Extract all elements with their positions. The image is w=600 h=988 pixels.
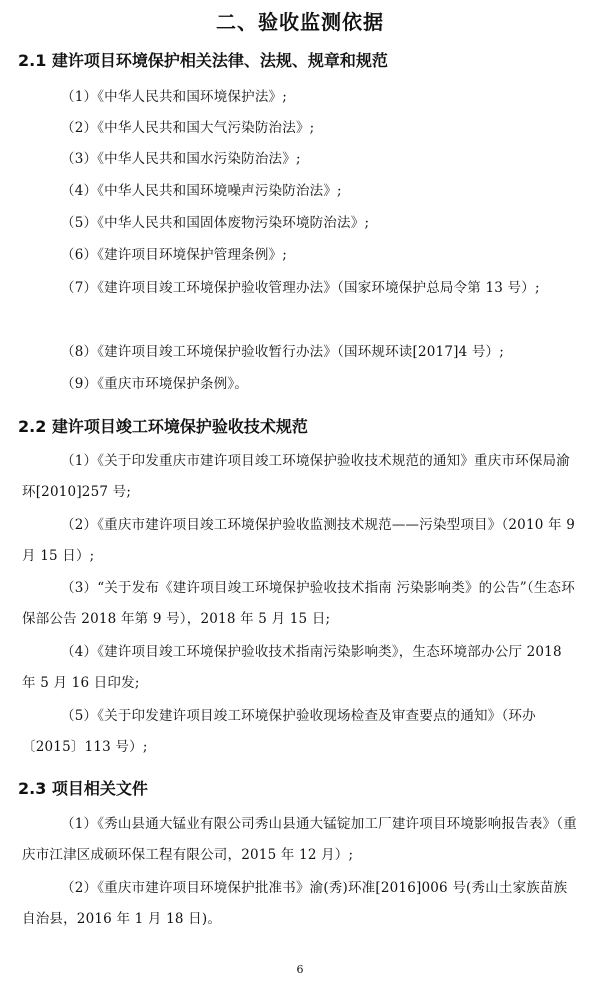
list-item: （4）《建许项目竣工环境保护验收技术指南污染影响类》，生态环境部办公厅 2018 年 5 月 16 日印发; xyxy=(22,644,562,691)
list-item: （1）《秀山县通大锰业有限公司秀山县通大锰锭加工厂建许项目环境影响报告表》（重庆市江津区成硕环保工程有限公司，2015 年 12 月）; xyxy=(22,816,577,863)
list-item: （5）《关于印发建许项目竣工环境保护验收现场检查及审查要点的通知》（环办〔2015〕113 号）; xyxy=(22,708,536,755)
section-heading-2-2: 2.2 建许项目竣工环境保护验收技术规范 xyxy=(18,417,308,436)
list-item: （6）《建许项目环境保护管理条例》; xyxy=(61,247,287,263)
list-item: （4）《中华人民共和国环境噪声污染防治法》; xyxy=(61,183,342,199)
list-item: （9）《重庆市环境保护条例》。 xyxy=(61,376,249,392)
list-item: （1）《中华人民共和国环境保护法》; xyxy=(61,89,287,105)
list-item: （5）《中华人民共和国固体废物污染环境防治法》; xyxy=(61,215,370,231)
section-heading-2-3: 2.3 项目相关文件 xyxy=(18,779,148,798)
list-item: （3）“关于发布《建许项目竣工环境保护验收技术指南 污染影响类》的公告”（生态环保部公告 2018 年第 9 号），2018 年 5 月 15 日; xyxy=(22,580,575,627)
list-item: （1）《关于印发重庆市建许项目竣工环境保护验收技术规范的通知》重庆市环保局渝环[2010]257 号; xyxy=(22,453,570,500)
page-number: 6 xyxy=(296,963,304,976)
list-item: （7）《建许项目竣工环境保护验收管理办法》（国家环境保护总局令第 13 号）; xyxy=(61,280,540,296)
list-item: （2）《中华人民共和国大气污染防治法》; xyxy=(61,120,315,136)
list-item: （3）《中华人民共和国水污染防治法》; xyxy=(61,151,301,167)
list-item: （2）《重庆市建许项目环境保护批准书》渝(秀)环准[2016]006 号(秀山土家族苗族自治县，2016 年 1 月 18 日)。 xyxy=(22,880,568,927)
section-heading-2-1: 2.1 建许项目环境保护相关法律、法规、规章和规范 xyxy=(18,51,388,70)
chapter-title: 二、验收监测依据 xyxy=(216,10,384,34)
list-item: （2）《重庆市建许项目竣工环境保护验收监测技术规范——污染型项目》（2010 年 9 月 15 日）; xyxy=(22,517,576,564)
list-item: （8）《建许项目竣工环境保护验收暂行办法》（国环规环读[2017]4 号）; xyxy=(61,344,505,360)
